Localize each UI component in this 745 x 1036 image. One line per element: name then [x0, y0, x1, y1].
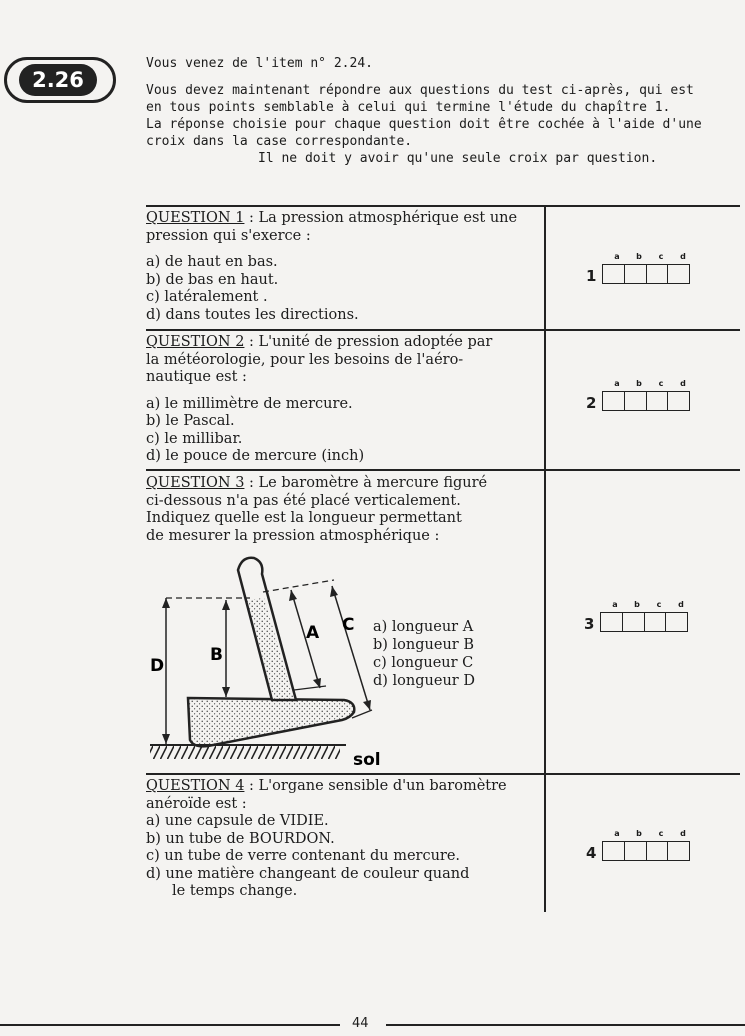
checkbox-b[interactable] — [625, 392, 647, 410]
intro-line: Vous venez de l'item n° 2.24. — [146, 56, 373, 71]
answer-option: d) dans toutes les directions. — [146, 306, 359, 323]
answer-option: b) le Pascal. — [146, 413, 235, 429]
label-b: B — [210, 645, 223, 665]
checkbox-b[interactable] — [623, 613, 645, 631]
row-divider — [146, 469, 740, 471]
answer-option: b) longueur B — [373, 637, 474, 653]
answer-option: a) le millimètre de mercure. — [146, 395, 353, 412]
checkbox-a[interactable] — [601, 613, 623, 631]
answer-option: a) une capsule de VIDIE. — [146, 813, 329, 829]
answer-option: c) un tube de verre contenant du mercure. — [146, 848, 461, 864]
intro-line: Il ne doit y avoir qu'une seule croix par question. — [258, 151, 658, 166]
checkbox-b[interactable] — [625, 265, 647, 283]
answer-option-continued: le temps change. — [172, 883, 298, 899]
label-c: C — [342, 615, 355, 635]
ground-hatching — [150, 745, 340, 759]
grid-number: 4 — [586, 844, 597, 862]
question-3: QUESTION 3 : Le baromètre à mercure figuré ci-dessous n'a pas été placé verticalement. Indiquez quelle est la longueur permettant de mesurer la pression atmosphérique : — [146, 475, 488, 544]
intro-line: La réponse choisie pour chaque question doit être cochée à l'aide d'une — [146, 117, 702, 132]
question-3-options — [373, 618, 475, 690]
label-sol: sol — [353, 750, 381, 770]
question-1: QUESTION 1 : La pression atmosphérique est une pression qui s'exerce : a) de haut en bas. b) de bas en haut. c) latéralement . d) dans toutes les directions. — [146, 210, 541, 324]
checkbox-c[interactable] — [647, 842, 669, 860]
intro-text — [146, 55, 726, 167]
answer-grid-4: a b c d 4 — [586, 829, 698, 865]
answer-option: d) longueur D — [373, 673, 475, 689]
answer-grid-1: a b c d 1 — [586, 252, 698, 288]
barometer-diagram — [146, 550, 381, 775]
checkbox-c[interactable] — [647, 265, 669, 283]
intro-line: en tous points semblable à celui qui termine l'étude du chapître 1. — [146, 100, 671, 115]
checkbox-c[interactable] — [645, 613, 667, 631]
page-number: 44 — [352, 1016, 369, 1031]
footer-rule — [386, 1024, 745, 1026]
row-divider — [146, 329, 740, 331]
checkbox-a[interactable] — [603, 265, 625, 283]
item-number: 2.26 — [19, 64, 97, 96]
mercury-cistern — [188, 698, 354, 746]
length-c-line — [332, 586, 370, 710]
checkbox-c[interactable] — [647, 392, 669, 410]
label-a: A — [306, 623, 320, 643]
intro-line: Vous devez maintenant répondre aux questions du test ci-après, qui est — [146, 83, 694, 98]
answer-option: d) le pouce de mercure (inch) — [146, 448, 365, 464]
footer-rule — [0, 1024, 340, 1026]
question-label: QUESTION 4 — [146, 778, 245, 794]
answer-option: b) un tube de BOURDON. — [146, 830, 335, 847]
checkbox-d[interactable] — [668, 842, 689, 860]
answer-grid-3: a b c d 3 — [584, 600, 696, 636]
checkbox-d[interactable] — [668, 265, 689, 283]
answer-option: b) de bas en haut. — [146, 271, 279, 288]
column-divider — [544, 205, 546, 912]
table-top-rule — [146, 205, 740, 207]
item-badge — [4, 57, 116, 103]
question-4: QUESTION 4 : L'organe sensible d'un baromètre anéroïde est : a) une capsule de VIDIE. b) un tube de BOURDON. c) un tube de verre contenant du mercure. d) une matière changeant de couleur quand le temps change. — [146, 778, 541, 901]
question-label: QUESTION 2 — [146, 334, 245, 350]
question-label: QUESTION 3 — [146, 475, 245, 491]
intro-line: croix dans la case correspondante. — [146, 134, 413, 149]
grid-number: 3 — [584, 615, 595, 633]
answer-option: c) longueur C — [373, 655, 474, 671]
answer-option: c) latéralement . — [146, 289, 268, 305]
answer-option: a) de haut en bas. — [146, 254, 278, 270]
answer-option: d) une matière changeant de couleur quand — [146, 865, 470, 882]
page-footer — [0, 1016, 745, 1036]
answer-option: a) longueur A — [373, 619, 474, 635]
answer-option: c) le millibar. — [146, 430, 243, 447]
label-d: D — [150, 656, 165, 676]
checkbox-b[interactable] — [625, 842, 647, 860]
grid-number: 2 — [586, 394, 597, 412]
checkbox-d[interactable] — [668, 392, 689, 410]
question-2: QUESTION 2 : L'unité de pression adoptée par la météorologie, pour les besoins de l'aéro- nautique est : a) le millimètre de mercure. b) le Pascal. c) le millibar. d) le pouce de mercure (inch) — [146, 334, 541, 466]
checkbox-a[interactable] — [603, 842, 625, 860]
level-line — [263, 580, 334, 592]
question-label: QUESTION 1 — [146, 210, 245, 226]
grid-number: 1 — [586, 267, 597, 285]
answer-grid-2: a b c d 2 — [586, 379, 698, 415]
checkbox-a[interactable] — [603, 392, 625, 410]
checkbox-d[interactable] — [666, 613, 687, 631]
